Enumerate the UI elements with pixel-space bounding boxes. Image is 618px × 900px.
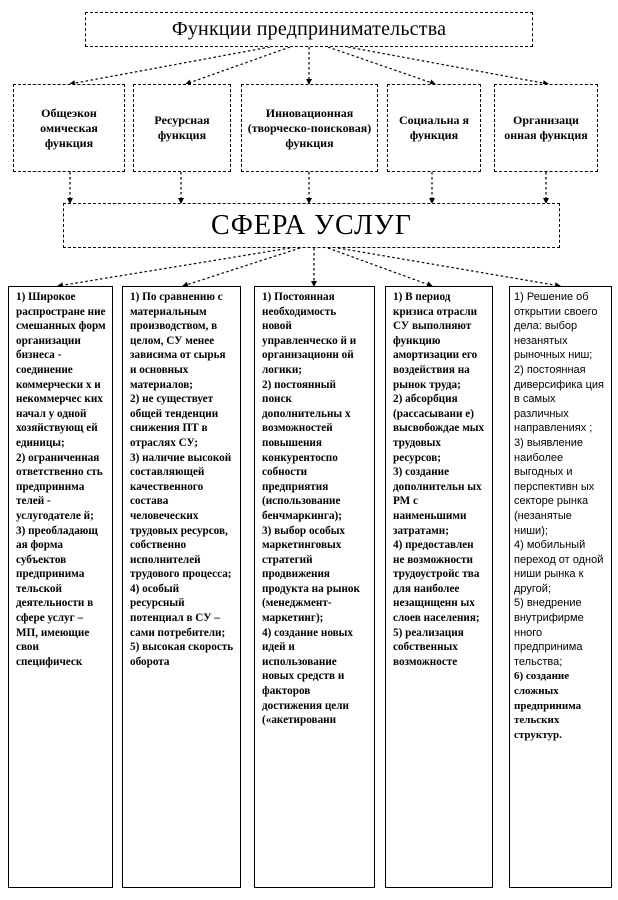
column-item: 1) Широкое распростране ние смешанных форм организации бизнеса - соединение коммерчески х и некоммерчес ких начал у одной хозяйствующ ей единицы; [16,291,109,449]
diagram-title-text: Функции предпринимательства [171,18,447,40]
column-item: 3) преобладающ ая форма субъектов предпринима тельской деятельности в сфере услуг – МП, имеющие свои специфическ [16,524,101,668]
function-box-social [387,84,481,172]
function-label: Инновационная (творческо-поисковая) функция [247,105,372,150]
arrow-sphere-to-col-4 [328,248,432,286]
function-box-economic [13,84,125,172]
function-box-resource [133,84,231,172]
column-item: 1) Постоянная необходимость новой управленческо й и организационн ой логики; [262,291,359,376]
column-economic [8,286,113,888]
column-item: 1) В период кризиса отрасли СУ выполняют функцию амортизации его воздействия на рынок труда; [393,291,481,391]
column-item: 4) особый ресурсный потенциал в СУ – сами потребители; [130,582,226,639]
column-item: 2) постоянный поиск дополнительны х возможностей повышения конкурентоспо собности предприятия (использование бенчмаркинга); [262,378,354,522]
column-item: 1) По сравнению с материальным производством, в целом, СУ менее зависима от сырья и основных материалов; [130,291,229,391]
column-social [385,286,493,888]
column-item: 3) выявление наиболее выгодных и перспективн ых секторе рынка (незанятые ниши); [514,436,598,537]
column-item: 2) ограниченная ответственно сть предпринима телей - услугодателе й; [16,451,106,522]
column-resource [122,286,241,888]
column-item: 4) мобильный переход от одной ниши рынка к другой; [514,539,607,595]
column-item: 5) высокая скорость оборота [130,641,237,668]
column-item: 2) не существует общей тенденции снижения ПТ в отраслях СУ; [130,393,221,449]
column-item: 3) наличие высокой составляющей качественного состава человеческих трудовых ресурсов, собственно исполнителей трудового процесса; [130,451,234,581]
arrow-title-to-func-5 [348,47,548,84]
column-item: 2) постоянная диверсифика ция в самых различных направлениях ; [514,363,608,435]
function-label: Организаци онная функция [504,113,588,142]
column-item: 5) внедрение внутрифирме нного предпринима тельства; [514,597,587,668]
column-item: 6) создание сложных предпринима тельских структур. [514,670,584,741]
arrow-title-to-func-4 [328,47,435,84]
function-box-organizational [494,84,598,172]
column-innovation [254,286,375,888]
function-label: Социальна я функция [398,113,470,142]
arrow-sphere-to-col-1 [58,248,290,286]
function-box-innovation [241,84,378,172]
arrow-title-to-func-1 [70,47,270,84]
column-organizational [509,286,612,888]
column-item: 3) выбор особых маркетинговых стратегий продвижения продукта на рынок (менеджмент-маркетинг); [262,524,363,625]
function-label: Ресурсная функция [154,113,210,142]
diagram-title [85,12,533,47]
column-item: 4) предоставлен не возможности трудоустройс тва для наиболее незащищенн ых слоев населения; [393,539,483,625]
function-label: Общеэкон омическая функция [40,105,98,150]
column-item: 4) создание новых идей и использование новых средств и факторов достижения цели («акетировани [262,626,356,727]
sphere-of-services-box [63,203,560,248]
column-item: 2) абсорбция (рассасывани е) высвобождае мых трудовых ресурсов; [393,393,487,464]
arrow-sphere-to-col-2 [183,248,300,286]
column-item: 3) создание дополнительн ых РМ с наименьшими затратами; [393,466,485,537]
sphere-label: СФЕРА УСЛУГ [211,209,412,241]
column-item: 5) реализация собственных возможносте [393,626,467,668]
column-item: 1) Решение об открытии своего дела: выбор незанятых рыночных ниш; [514,291,601,362]
arrow-sphere-to-col-5 [338,248,560,286]
